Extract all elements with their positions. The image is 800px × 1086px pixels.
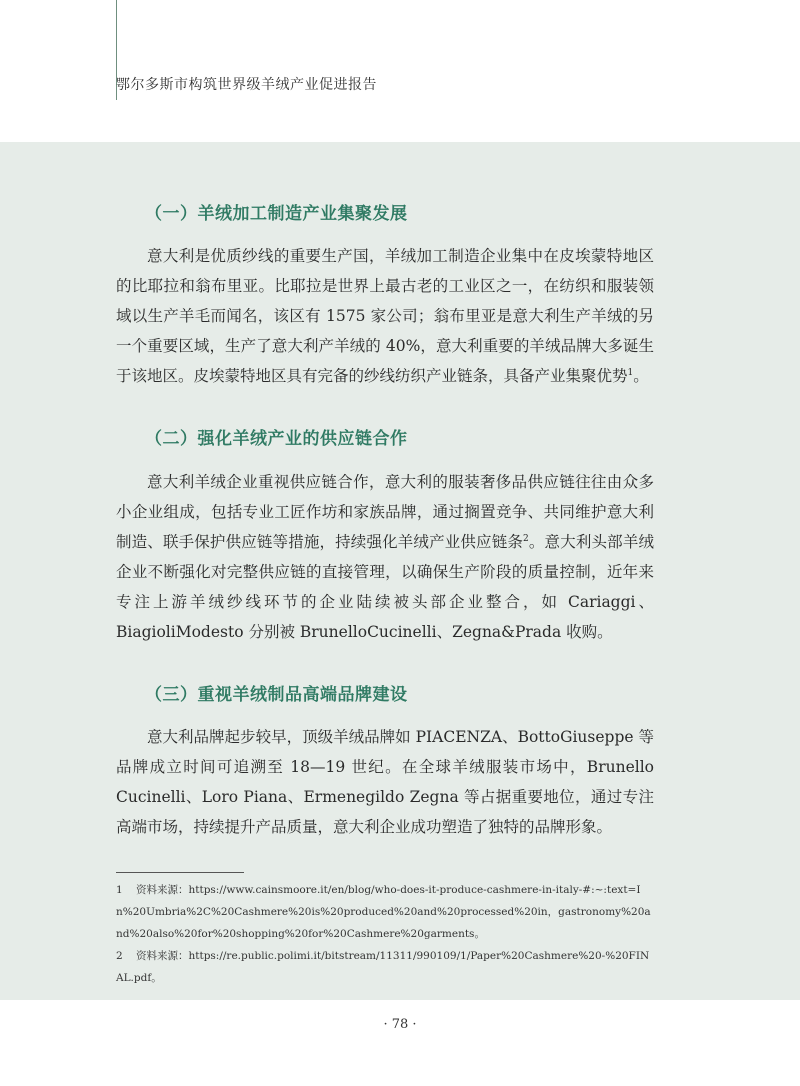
footnote-1	[116, 879, 654, 945]
section-heading-1: （一）羊绒加工制造产业集聚发展	[145, 204, 408, 224]
section-1-paragraph	[116, 241, 654, 391]
footnote-ref-2[interactable]: 2	[523, 533, 529, 544]
section-3-paragraph: 意大利品牌起步较早，顶级羊绒品牌如 PIACENZA、BottoGiuseppe 等品牌成立时间可追溯至 18—19 世纪。在全球羊绒服装市场中，Brunello Cucinelli、Loro Piana、Ermenegildo Zegna 等占据重要地位，通过专注高端市场，持续提升产品质量，意大利企业成功塑造了独特的品牌形象。	[116, 728, 654, 836]
section-2-text: 意大利羊绒企业重视供应链合作，意大利的服装奢侈品供应链往往由众多小企业组成，包括专业工匠作坊和家族品牌，通过搁置竞争、共同维护意大利制造、联手保护供应链等措施，持续强化羊绒产业供应链条	[116, 473, 654, 551]
running-header-title: 鄂尔多斯市构筑世界级羊绒产业促进报告	[116, 77, 377, 93]
footnote-2-number: 2	[116, 950, 123, 962]
footnote-divider	[116, 872, 244, 873]
footnote-1-text[interactable]: 资料来源：https://www.cainsmoore.it/en/blog/who-does-it-produce-cashmere-in-italy-#:~:text=In%20Umbria%2C%20Cashmere%20is%20produced%20and%20processed%20in，gastronomy%20and%20also%20for%20shopping%20for%20Cashmere%20garments。	[116, 884, 651, 940]
section-2-text-end: 。意大利头部羊绒企业不断强化对完整供应链的直接管理，以确保生产阶段的质量控制，近年来专注上游羊绒纱线环节的企业陆续被头部企业整合，如 Cariaggi、BiagioliModesto 分别被 BrunelloCucinelli、Zegna&Prada 收购。	[116, 533, 654, 641]
footnote-1-number: 1	[116, 884, 123, 896]
section-1-text: 意大利是优质纱线的重要生产国，羊绒加工制造企业集中在皮埃蒙特地区的比耶拉和翁布里亚。比耶拉是世界上最古老的工业区之一，在纺织和服装领域以生产羊毛而闻名，该区有 1575 家公司；翁布里亚是意大利生产羊绒的另一个重要区域，生产了意大利产羊绒的 40%，意大利重要的羊绒品牌大多诞生于该地区。皮埃蒙特地区具有完备的纱线纺织产业链条，具备产业集聚优势	[116, 247, 654, 385]
page-number: · 78 ·	[383, 1017, 417, 1032]
footnote-2	[116, 945, 654, 989]
section-1-text-end: 。	[633, 367, 649, 385]
section-heading-2: （二）强化羊绒产业的供应链合作	[145, 429, 408, 449]
footnote-ref-1[interactable]: 1	[627, 367, 634, 378]
section-heading-3: （三）重视羊绒制品高端品牌建设	[145, 685, 408, 705]
section-2-paragraph	[116, 467, 654, 647]
footnote-2-text[interactable]: 资料来源：https://re.public.polimi.it/bitstream/11311/990109/1/Paper%20Cashmere%20-%20FINAL.pdf。	[116, 950, 650, 984]
